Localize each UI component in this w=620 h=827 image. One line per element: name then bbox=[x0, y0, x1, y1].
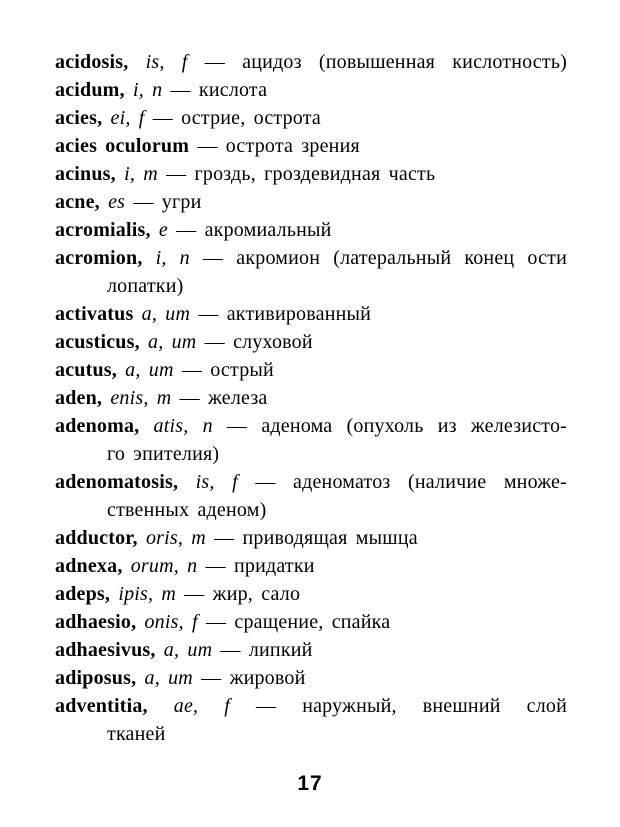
entry-dash-separator: — bbox=[144, 107, 182, 129]
dictionary-entry bbox=[55, 48, 567, 76]
entry-grammar-forms: i, n bbox=[155, 247, 190, 269]
entry-first-line bbox=[55, 552, 567, 580]
entry-grammar-forms: a, um bbox=[163, 639, 213, 661]
entry-translation: аденоматоз (наличие множе- bbox=[293, 471, 567, 493]
entry-first-line bbox=[55, 160, 567, 188]
entry-dash-separator: — bbox=[189, 135, 226, 157]
entry-dash-separator: — bbox=[212, 415, 262, 437]
entry-headword: acusticus, bbox=[55, 331, 140, 353]
entry-dash-separator: — bbox=[162, 79, 199, 101]
entry-first-line bbox=[55, 216, 567, 244]
entry-headword: acne, bbox=[55, 191, 100, 213]
entry-translation: угри bbox=[161, 191, 202, 213]
dictionary-entry bbox=[55, 636, 567, 664]
entry-translation: жировой bbox=[229, 667, 306, 689]
entry-first-line bbox=[55, 244, 567, 272]
entry-headword: adiposus, bbox=[55, 667, 137, 689]
entry-headword: adhaesio, bbox=[55, 611, 137, 633]
entry-first-line bbox=[55, 132, 567, 160]
entry-headword: adenoma, bbox=[55, 415, 140, 437]
entry-translation: сращение, спайка bbox=[234, 611, 391, 633]
entry-translation: ацидоз (повышенная кислотность) bbox=[242, 51, 568, 73]
entry-dash-separator: — bbox=[205, 527, 243, 549]
entry-dash-separator: — bbox=[189, 247, 237, 269]
dictionary-entry bbox=[55, 244, 567, 300]
page-number: 17 bbox=[297, 772, 323, 795]
dictionary-entry bbox=[55, 552, 567, 580]
entry-dash-separator: — bbox=[176, 583, 213, 605]
entry-first-line bbox=[55, 104, 567, 132]
entry-headword: adventitia, bbox=[55, 695, 148, 717]
entry-headword: adnexa, bbox=[55, 555, 123, 577]
entry-grammar-forms: orum, n bbox=[130, 555, 198, 577]
entry-dash-separator: — bbox=[187, 51, 243, 73]
dictionary-entry bbox=[55, 132, 567, 160]
entry-grammar-forms: a, um bbox=[125, 359, 174, 381]
entry-first-line bbox=[55, 664, 567, 692]
entry-grammar-forms: i, n bbox=[132, 79, 163, 101]
dictionary-entry bbox=[55, 580, 567, 608]
entry-headword: adhaesivus, bbox=[55, 639, 156, 661]
entry-dash-separator: — bbox=[197, 555, 234, 577]
entry-headword: adeps, bbox=[55, 583, 111, 605]
entry-dash-separator: — bbox=[196, 331, 234, 353]
entry-translation: слуховой bbox=[233, 331, 313, 353]
entry-translation-continuation: лопатки) bbox=[107, 275, 184, 297]
entry-dash-separator: — bbox=[197, 611, 235, 633]
entry-headword: acidum, bbox=[55, 79, 125, 101]
entry-grammar-forms: a, um bbox=[148, 331, 197, 353]
entry-translation: острый bbox=[210, 359, 274, 381]
entry-first-line bbox=[55, 692, 567, 720]
entry-first-line bbox=[55, 300, 567, 328]
entry-headword: acromialis, bbox=[55, 219, 151, 241]
entry-dash-separator: — bbox=[230, 695, 303, 717]
dictionary-entry bbox=[55, 216, 567, 244]
entry-grammar-forms: a, um bbox=[144, 667, 193, 689]
entry-headword: aden, bbox=[55, 387, 103, 409]
entry-first-line bbox=[55, 356, 567, 384]
entry-translation: акромион (латеральный конец ости bbox=[236, 247, 568, 269]
entry-grammar-forms: ae, f bbox=[173, 695, 230, 717]
entry-grammar-forms: enis, m bbox=[110, 387, 172, 409]
entry-grammar-forms: es bbox=[108, 191, 126, 213]
entry-translation: железа bbox=[208, 387, 268, 409]
dictionary-entry bbox=[55, 160, 567, 188]
dictionary-entry bbox=[55, 328, 567, 356]
entry-translation-continuation: тканей bbox=[107, 723, 166, 745]
entry-headword: activatus bbox=[55, 303, 134, 325]
entry-first-line bbox=[55, 48, 567, 76]
entry-headword: acidosis, bbox=[55, 51, 129, 73]
entry-grammar-forms: i, m bbox=[124, 163, 158, 185]
entry-first-line bbox=[55, 188, 567, 216]
dictionary-entry bbox=[55, 524, 567, 552]
entry-dash-separator: — bbox=[173, 359, 211, 381]
entry-translation: акромиальный bbox=[204, 219, 332, 241]
entry-headword: acinus, bbox=[55, 163, 116, 185]
entry-translation-continuation: ственных аденом) bbox=[107, 499, 267, 521]
entry-grammar-forms: ei, f bbox=[110, 107, 145, 129]
entry-grammar-forms: e bbox=[158, 219, 168, 241]
entry-headword: acutus, bbox=[55, 359, 117, 381]
entry-grammar-forms: is, f bbox=[145, 51, 188, 73]
dictionary-entry bbox=[55, 76, 567, 104]
entry-first-line bbox=[55, 328, 567, 356]
entry-dash-separator: — bbox=[212, 639, 249, 661]
dictionary-entry bbox=[55, 468, 567, 524]
entry-translation: приводящая мышца bbox=[242, 527, 418, 549]
dictionary-entry bbox=[55, 608, 567, 636]
entry-translation: активированный bbox=[226, 303, 372, 325]
entry-translation: придатки bbox=[233, 555, 315, 577]
entry-translation: липкий bbox=[248, 639, 313, 661]
entry-translation: острие, острота bbox=[181, 107, 322, 129]
entry-first-line bbox=[55, 636, 567, 664]
entry-dash-separator: — bbox=[192, 667, 230, 689]
dictionary-entry bbox=[55, 384, 567, 412]
entry-first-line bbox=[55, 412, 567, 440]
entry-headword: acies, bbox=[55, 107, 103, 129]
entry-dash-separator: — bbox=[171, 387, 208, 409]
entry-headword: adductor, bbox=[55, 527, 138, 549]
entry-headword: acromion, bbox=[55, 247, 143, 269]
entry-translation: острота зрения bbox=[225, 135, 360, 157]
entry-translation: аденома (опухоль из железисто- bbox=[261, 415, 568, 437]
entry-dash-separator: — bbox=[157, 163, 195, 185]
entry-dash-separator: — bbox=[237, 471, 294, 493]
entry-list bbox=[55, 48, 567, 748]
dictionary-entry bbox=[55, 104, 567, 132]
entry-grammar-forms: ipis, m bbox=[118, 583, 177, 605]
entry-translation: гроздь, гроздевидная часть bbox=[194, 163, 436, 185]
entry-first-line bbox=[55, 580, 567, 608]
entry-grammar-forms: oris, m bbox=[145, 527, 206, 549]
entry-first-line bbox=[55, 524, 567, 552]
entry-headword: adenomatosis, bbox=[55, 471, 179, 493]
dictionary-entry bbox=[55, 356, 567, 384]
entry-first-line bbox=[55, 468, 567, 496]
dictionary-entry bbox=[55, 300, 567, 328]
entry-grammar-forms: is, f bbox=[195, 471, 238, 493]
dictionary-entry bbox=[55, 664, 567, 692]
entry-translation: наружный, внешний слой bbox=[302, 695, 568, 717]
entry-translation-continuation: го эпителия) bbox=[107, 443, 220, 465]
dictionary-entry bbox=[55, 692, 567, 748]
dictionary-entry bbox=[55, 188, 567, 216]
entry-translation: жир, сало bbox=[212, 583, 301, 605]
dictionary-entry bbox=[55, 412, 567, 468]
entry-first-line bbox=[55, 76, 567, 104]
entry-grammar-forms: a, um bbox=[141, 303, 191, 325]
entry-first-line bbox=[55, 384, 567, 412]
entry-dash-separator: — bbox=[168, 219, 205, 241]
entry-grammar-forms: atis, n bbox=[153, 415, 213, 437]
entry-headword: acies oculorum bbox=[55, 135, 190, 157]
entry-dash-separator: — bbox=[125, 191, 162, 213]
entry-grammar-forms: onis, f bbox=[144, 611, 198, 633]
entry-translation: кислота bbox=[198, 79, 268, 101]
entry-first-line bbox=[55, 608, 567, 636]
entry-dash-separator: — bbox=[190, 303, 227, 325]
